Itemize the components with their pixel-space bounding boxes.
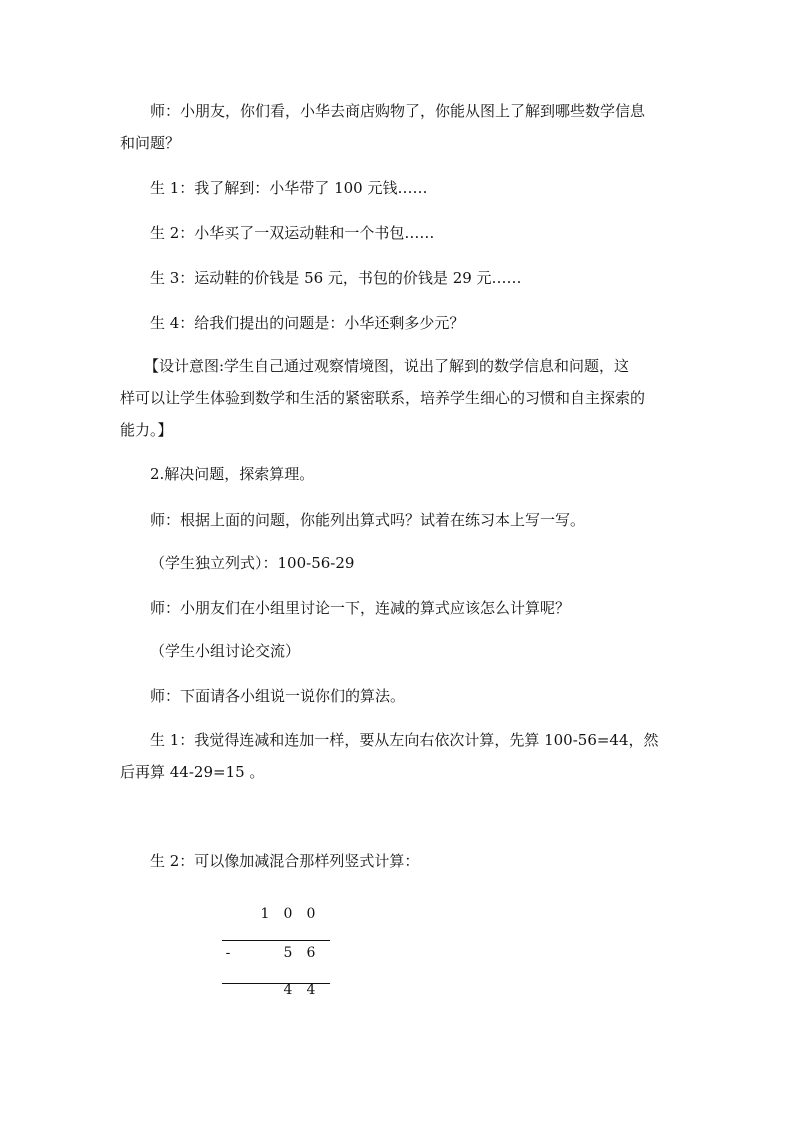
paragraph-teacher-intro-line2: 和问题？ xyxy=(120,134,181,152)
paragraph-student1: 生 1：我了解到：小华带了 100 元钱…… xyxy=(150,179,428,197)
paragraph-student-expression: （学生独立列式）：100-56-29 xyxy=(150,554,355,572)
paragraph-design-intent-line1: 【设计意图:学生自己通过观察情境图，说出了解到的数学信息和问题，这 xyxy=(144,357,630,375)
subtrahend-digit-ones: 6 xyxy=(306,945,316,961)
result-digit-ones: 4 xyxy=(306,982,316,998)
paragraph-student1-method-line2: 后再算 44-29=15 。 xyxy=(120,763,265,781)
paragraph-student2-method: 生 2：可以像加减混合那样列竖式计算： xyxy=(150,852,420,870)
paragraph-student4: 生 4：给我们提出的问题是：小华还剩多少元？ xyxy=(150,314,465,332)
paragraph-student1-method-line1: 生 1：我觉得连减和连加一样，要从左向右依次计算，先算 100-56=44，然 xyxy=(150,731,659,749)
paragraph-design-intent-line3: 能力。】 xyxy=(120,421,173,439)
paragraph-student2: 生 2：小华买了一双运动鞋和一个书包…… xyxy=(150,224,435,242)
minuend-digit-hundreds: 1 xyxy=(260,906,270,922)
paragraph-teacher-discuss: 师：小朋友们在小组里讨论一下，连减的算式应该怎么计算呢？ xyxy=(150,599,571,617)
paragraph-design-intent-line2: 样可以让学生体验到数学和生活的紧密联系，培养学生细心的习惯和自主探索的 xyxy=(120,389,646,407)
calc-rule-top xyxy=(222,940,330,941)
section-heading-solve: 2.解决问题，探索算理。 xyxy=(150,465,315,483)
minuend-digit-tens: 0 xyxy=(283,906,293,922)
minuend-digit-ones: 0 xyxy=(306,906,316,922)
paragraph-group-discussion: （学生小组讨论交流） xyxy=(150,642,301,660)
paragraph-student3: 生 3：运动鞋的价钱是 56 元，书包的价钱是 29 元…… xyxy=(150,269,522,287)
paragraph-teacher-question: 师：根据上面的问题，你能列出算式吗？试着在练习本上写一写。 xyxy=(150,511,586,529)
result-digit-tens: 4 xyxy=(283,982,293,998)
paragraph-teacher-intro-line1: 师：小朋友，你们看，小华去商店购物了，你能从图上了解到哪些数学信息 xyxy=(150,102,646,120)
subtrahend-digit-tens: 5 xyxy=(283,945,293,961)
paragraph-teacher-methods: 师：下面请各小组说一说你们的算法。 xyxy=(150,687,406,705)
minus-sign: - xyxy=(225,945,231,961)
